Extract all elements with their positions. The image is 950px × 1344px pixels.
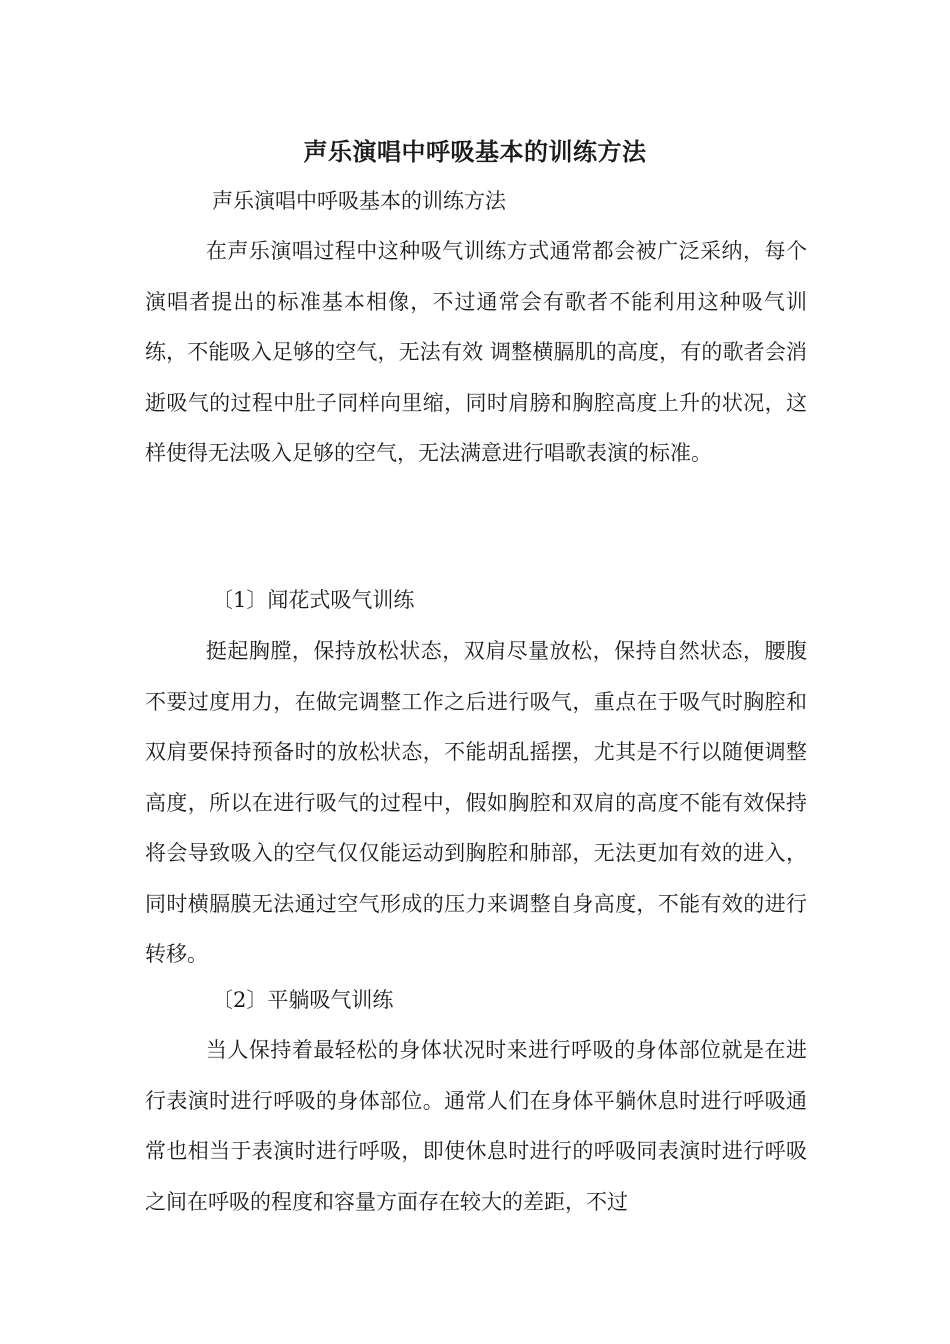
- paragraph-intro: 在声乐演唱过程中这种吸气训练方式通常都会被广泛采纳，每个演唱者提出的标准基本相像，不过通常会有歌者不能利用这种吸气训练，不能吸入足够的空气，无法有效 调整横膈肌的高度，有的歌者会消逝吸气的过程中肚子同样向里缩，同时肩膀和胸腔高度上升的状况，这样使得无法吸入足够的空气，无法满意进行唱歌表演的标准。: [145, 239, 807, 465]
- paragraph-section-2: 当人保持着最轻松的身体状况时来进行呼吸的身体部位就是在进行表演时进行呼吸的身体部位。通常人们在身体平躺休息时进行呼吸通常也相当于表演时进行呼吸，即使休息时进行的呼吸同表演时进行呼吸之间在呼吸的程度和容量方面存在较大的差距，不过: [145, 1038, 807, 1214]
- section-heading-1: 〔1〕闻花式吸气训练: [212, 588, 415, 612]
- document-title: 声乐演唱中呼吸基本的训练方法: [303, 137, 647, 166]
- document-subtitle: 声乐演唱中呼吸基本的训练方法: [212, 189, 506, 213]
- section-heading-2: 〔2〕平躺吸气训练: [212, 988, 394, 1012]
- paragraph-section-1: 挺起胸膛，保持放松状态，双肩尽量放松，保持自然状态，腰腹不要过度用力，在做完调整工作之后进行吸气，重点在于吸气时胸腔和双肩要保持预备时的放松状态，不能胡乱摇摆，尤其是不行以随便调整高度，所以在进行吸气的过程中，假如胸腔和双肩的高度不能有效保持将会导致吸入的空气仅仅能运动到胸腔和肺部，无法更加有效的进入，同时横膈膜无法通过空气形成的压力来调整自身高度，不能有效的进行转移。: [145, 639, 807, 966]
